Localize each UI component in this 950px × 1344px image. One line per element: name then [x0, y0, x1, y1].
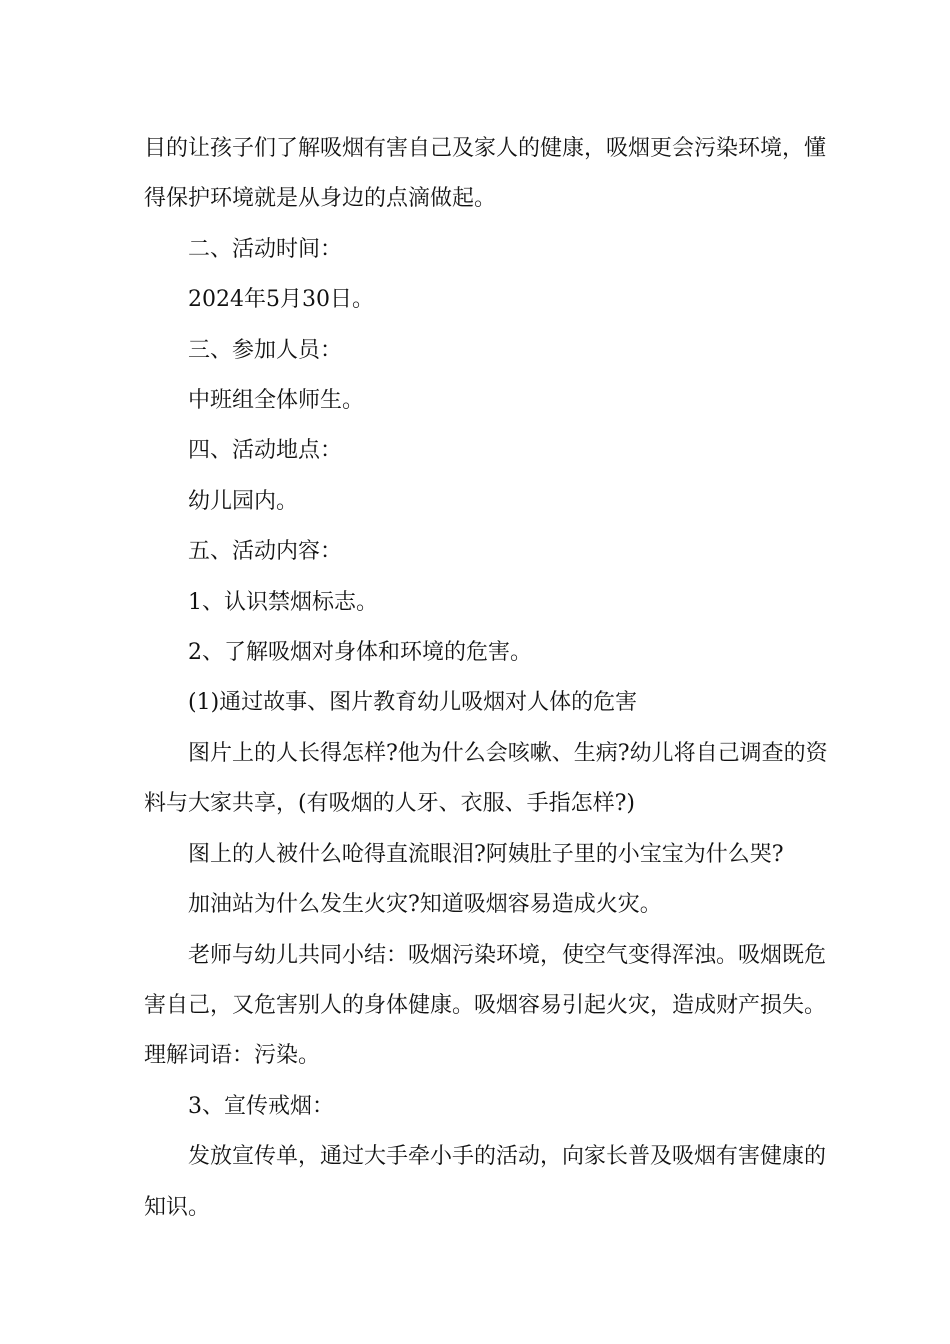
- paragraph-summary: 老师与幼儿共同小结：吸烟污染环境，使空气变得浑浊。吸烟既危害自己，又危害别人的身体健康。吸烟容易引起火灾，造成财产损失。理解词语：污染。: [144, 942, 827, 1069]
- heading-activity-location: 四、活动地点：: [188, 438, 343, 464]
- item-understand-harm: 2、了解吸烟对身体和环境的危害。: [188, 640, 532, 666]
- paragraph-activity-location: 幼儿园内。: [188, 488, 299, 514]
- paragraph-fire-question: 加油站为什么发生火灾?知道吸烟容易造成火灾。: [188, 892, 662, 918]
- heading-participants: 三、参加人员：: [188, 337, 343, 363]
- heading-activity-content: 五、活动内容：: [188, 539, 343, 565]
- paragraph-leaflets: 发放宣传单，通过大手牵小手的活动，向家长普及吸烟有害健康的知识。: [144, 1144, 827, 1220]
- subitem-story-pictures: (1)通过故事、图片教育幼儿吸烟对人体的危害: [188, 690, 638, 716]
- paragraph-purpose: 目的让孩子们了解吸烟有害自己及家人的健康，吸烟更会污染环境，懂得保护环境就是从身边的点滴做起。: [144, 136, 827, 212]
- document-body: [144, 124, 834, 1233]
- heading-activity-time: 二、活动时间：: [188, 236, 343, 262]
- paragraph-participants: 中班组全体师生。: [188, 388, 365, 414]
- paragraph-picture-questions: 图片上的人长得怎样?他为什么会咳嗽、生病?幼儿将自己调查的资料与大家共享，(有吸烟的人牙、衣服、手指怎样?): [144, 740, 828, 817]
- paragraph-tears-question: 图上的人被什么呛得直流眼泪?阿姨肚子里的小宝宝为什么哭?: [188, 841, 784, 867]
- item-recognize-sign: 1、认识禁烟标志。: [188, 589, 378, 615]
- item-promote-quitting: 3、宣传戒烟：: [188, 1093, 334, 1119]
- paragraph-activity-date: 2024年5月30日。: [188, 287, 374, 313]
